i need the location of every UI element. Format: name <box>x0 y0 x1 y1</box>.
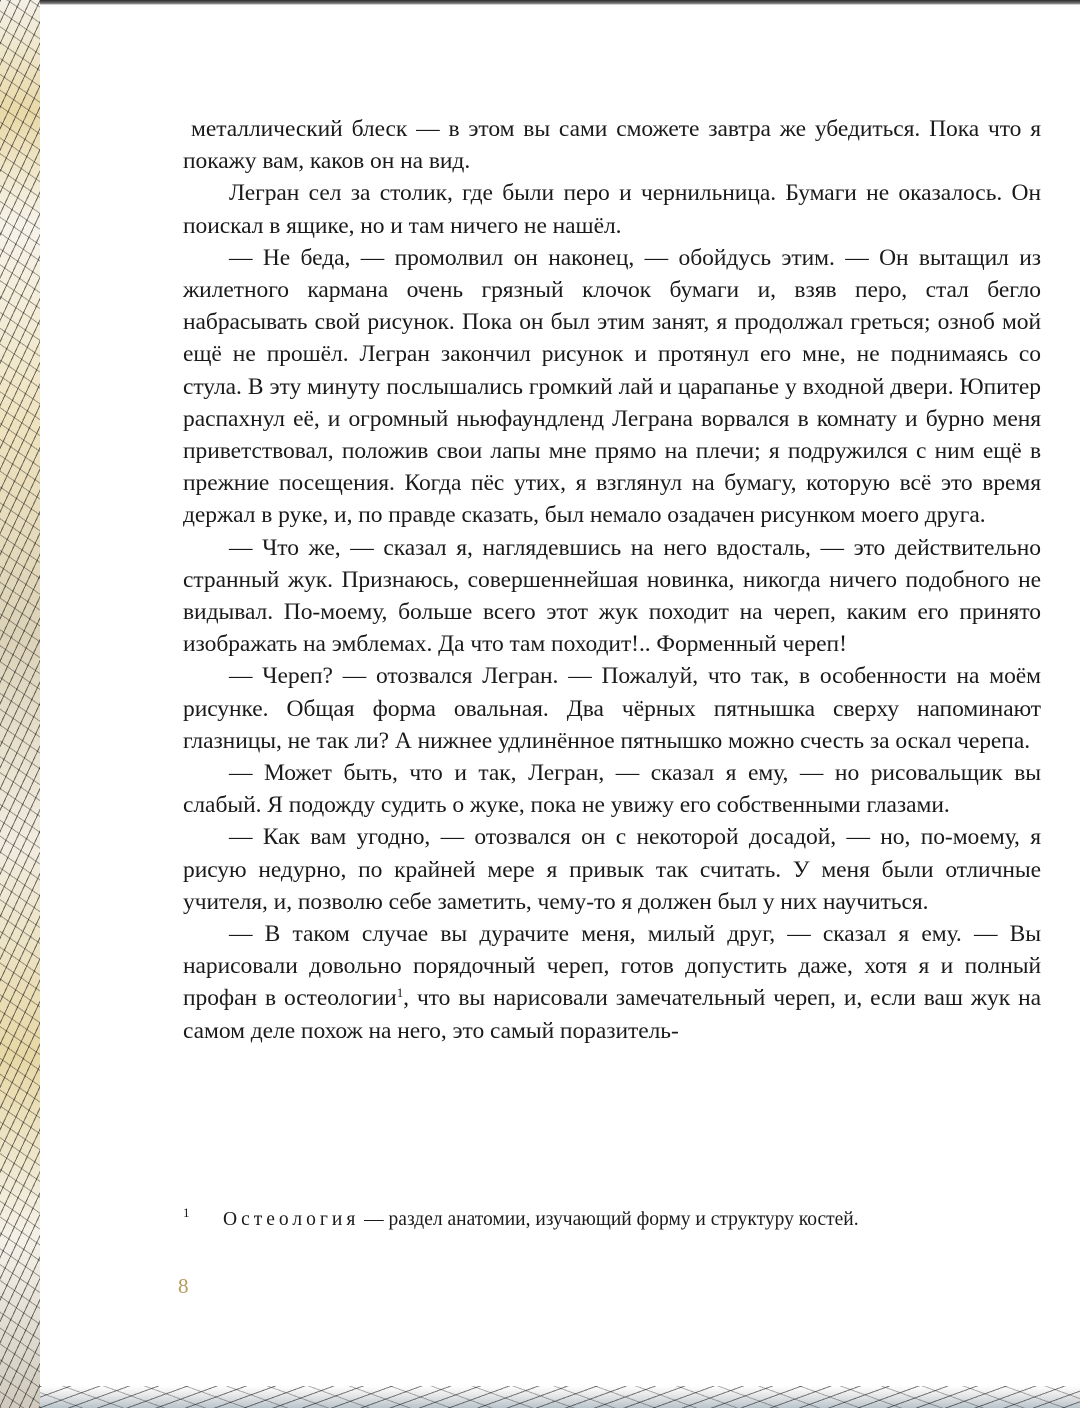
footnote-reference[interactable]: 1 <box>396 985 404 1001</box>
paragraph-5: — Череп? — отозвался Легран. — Пожалуй, что так, в особенности на моём рисунке. Общая форма овальная. Два чёрных пятнышка сверху напоминают глазницы, не так ли? А нижнее удлинённое пятнышко можно счесть за оскал черепа. <box>183 663 1041 754</box>
footnote-term: Остеология <box>223 1209 360 1230</box>
page-top-edge <box>40 0 1080 5</box>
paragraph-8-after-note: , что вы нарисовали замечательный череп, и, если ваш жук на самом деле похож на него, это самый поразитель- <box>183 985 1041 1044</box>
paragraph-2: Легран сел за столик, где были перо и чернильница. Бумаги не оказалось. Он поискал в ящике, но и там ничего не нашёл. <box>183 180 1041 239</box>
paragraph-8 <box>183 918 1041 1047</box>
footnote: 1 Остеология — раздел анатомии, изучающий форму и структуру костей. <box>183 1205 859 1230</box>
paragraph-1: металлический блеск — в этом вы сами сможете завтра же убедиться. Пока что я покажу вам, каков он на вид. <box>183 116 1041 175</box>
paragraph-6: — Может быть, что и так, Легран, — сказал я ему, — но рисовальщик вы слабый. Я подожду судить о жуке, пока не увижу его собственными глазами. <box>183 760 1041 819</box>
footnote-text: — раздел анатомии, изучающий форму и структуру костей. <box>359 1209 859 1230</box>
body-text <box>183 113 1041 1047</box>
paragraph-8-before-note: — В таком случае вы дурачите меня, милый друг, — сказал я ему. — Вы нарисовали довольно порядочный череп, готов допустить даже, хотя я и полный профан в остеологии <box>183 921 1041 1012</box>
paragraph-7: — Как вам угодно, — отозвался он с некоторой досадой, — но, по-моему, я рисую недурно, по крайней мере я привык так считать. У меня были отличные учителя, и, позволю себе заметить, чему-то я должен был у них научиться. <box>183 824 1041 915</box>
paragraph-4: — Что же, — сказал я, наглядевшись на него вдосталь, — это действительно странный жук. Признаюсь, совершеннейшая новинка, никогда ничего подобного не видывал. По-моему, больше всего этот жук походит на череп, каким его принято изображать на эмблемах. Да что там походит!.. Форменный череп! <box>183 534 1041 658</box>
page-number: 8 <box>178 1274 189 1298</box>
book-spine-illustration-edge <box>0 0 40 1408</box>
page-bottom-illustration-edge <box>40 1386 1080 1408</box>
paragraph-3: — Не беда, — промолвил он наконец, — обойдусь этим. — Он вытащил из жилетного кармана очень грязный клочок бумаги и, взяв перо, стал бегло набрасывать свой рисунок. Пока он был этим занят, я продолжал греться; озноб мой ещё не прошёл. Легран закончил рисунок и протянул его мне, не поднимаясь со стула. В эту минуту послышались громкий лай и царапанье у входной двери. Юпитер распахнул её, и огромный ньюфаундленд Леграна ворвался в комнату и бурно меня приветствовал, положив свои лапы мне прямо на плечи; я подружился с ним ещё в прежние посещения. Когда пёс утих, я взглянул на бумагу, которую всё это время держал в руке, и, по правде сказать, был немало озадачен рисунком моего друга. <box>183 244 1041 529</box>
